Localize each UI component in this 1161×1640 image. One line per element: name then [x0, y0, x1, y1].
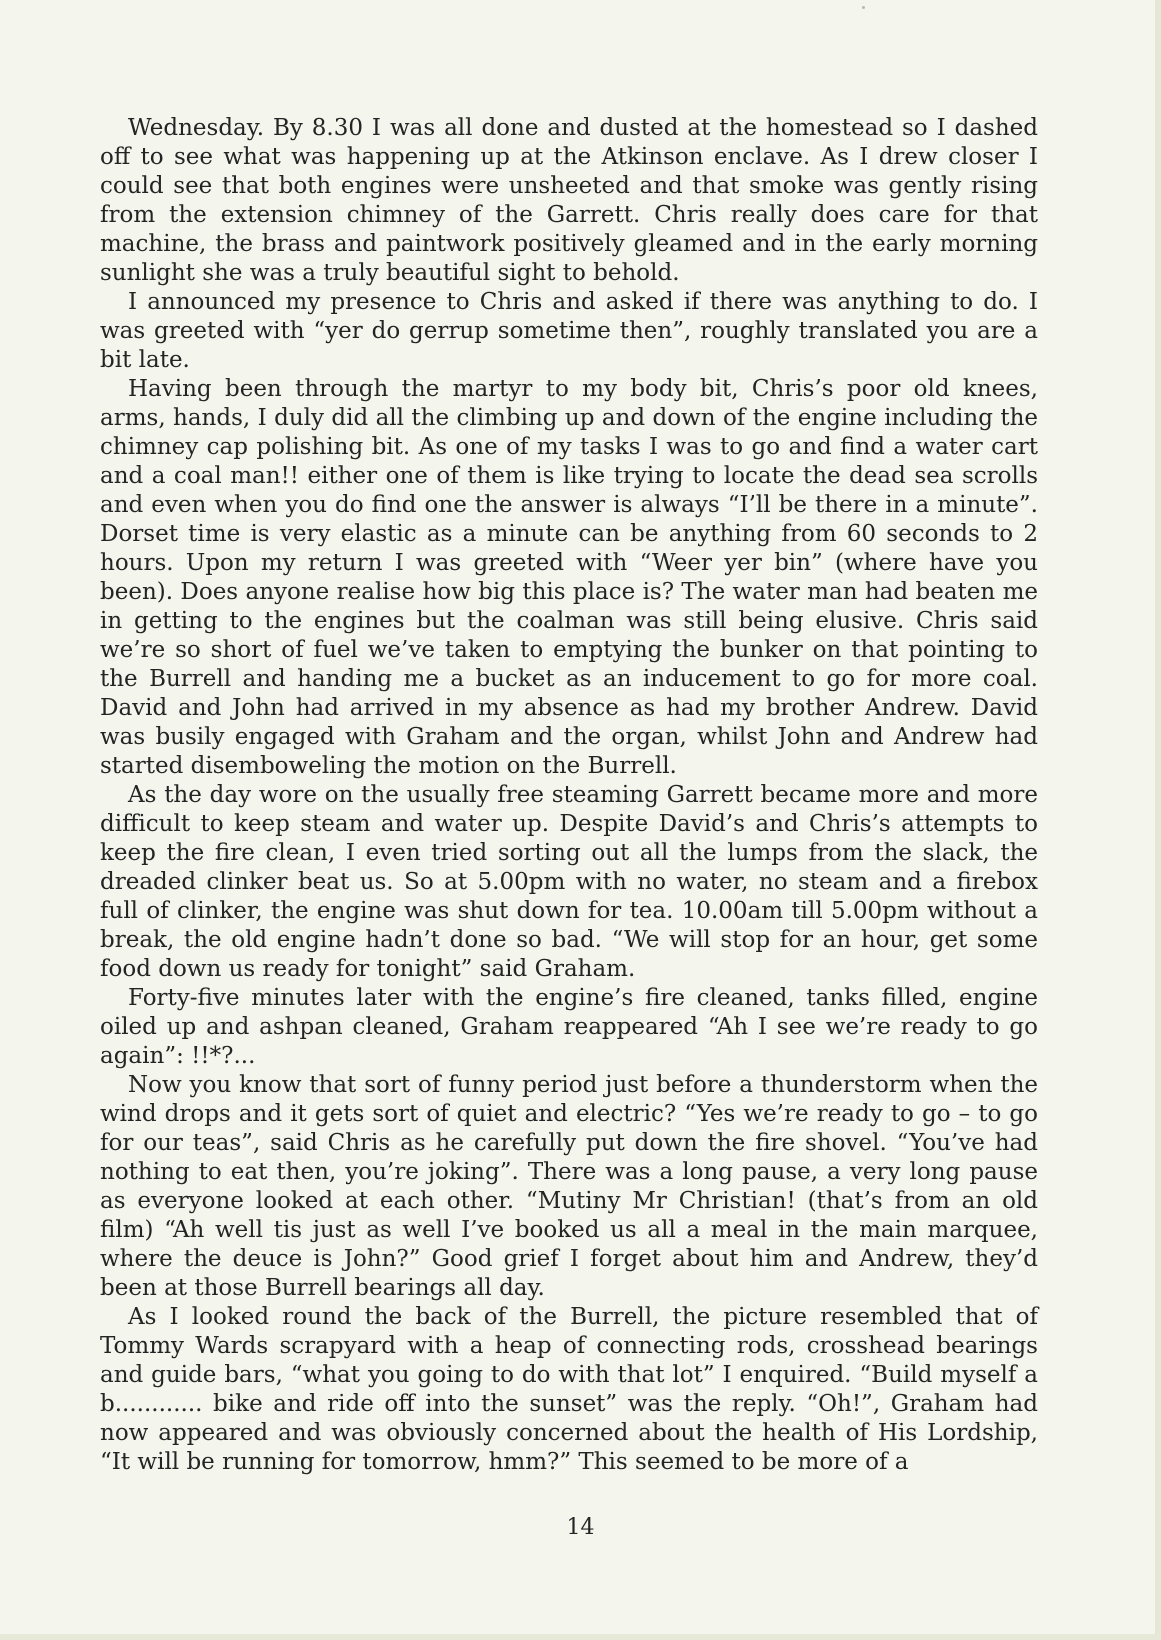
paper-speck — [862, 6, 865, 9]
page-number: 14 — [566, 1515, 595, 1540]
body-text — [100, 114, 1038, 1477]
paragraph: Now you know that sort of funny period just before a thunderstorm when the wind drops and it gets sort of quiet and electric? “Yes we’re ready to go – to go for our teas”, said Chris as he carefully put down the fire shovel. “You’ve had nothing to eat then, you’re joking”. There was a long pause, a very long pause as everyone looked at each other. “Mutiny Mr Christian! (that’s from an old film) “Ah well tis just as well I’ve booked us all a meal in the main marquee, where the deuce is John?” Good grief I forget about him and Andrew, they’d been at those Burrell bearings all day. — [100, 1072, 1038, 1301]
paragraph: Forty-five minutes later with the engine’s fire cleaned, tanks filled, engine oiled up and ashpan cleaned, Graham reappeared “Ah I see we’re ready to go again”: !!*?... — [100, 985, 1038, 1069]
paragraph: Having been through the martyr to my body bit, Chris’s poor old knees, arms, hands, I duly did all the climbing up and down of the engine including the chimney cap polishing bit. As one of my tasks I was to go and find a water cart and a coal man!! either one of them is like trying to locate the dead sea scrolls and even when you do find one the answer is always “I’ll be there in a minute”. Dorset time is very elastic as a minute can be anything from 60 seconds to 2 hours. Upon my return I was greeted with “Weer yer bin” (where have you been). Does anyone realise how big this place is? The water man had beaten me in getting to the engines but the coalman was still being elusive. Chris said we’re so short of fuel we’ve taken to emptying the bunker on that pointing to the Burrell and handing me a bucket as an inducement to go for more coal. David and John had arrived in my absence as had my brother Andrew. David was busily engaged with Graham and the organ, whilst John and Andrew had started disemboweling the motion on the Burrell. — [100, 376, 1038, 779]
paragraph: Wednesday. By 8.30 I was all done and dusted at the homestead so I dashed off to see what was happening up at the Atkinson enclave. As I drew closer I could see that both engines were unsheeted and that smoke was gently rising from the extension chimney of the Garrett. Chris really does care for that machine, the brass and paintwork positively gleamed and in the early morning sunlight she was a truly beautiful sight to behold. — [100, 115, 1038, 286]
page-bottom-edge — [0, 1634, 1161, 1640]
paragraph: I announced my presence to Chris and asked if there was anything to do. I was greeted with “yer do gerrup sometime then”, roughly translated you are a bit late. — [100, 289, 1038, 373]
paragraph: As the day wore on the usually free steaming Garrett became more and more difficult to keep steam and water up. Despite David’s and Chris’s attempts to keep the fire clean, I even tried sorting out all the lumps from the slack, the dreaded clinker beat us. So at 5.00pm with no water, no steam and a firebox full of clinker, the engine was shut down for tea. 10.00am till 5.00pm without a break, the old engine hadn’t done so bad. “We will stop for an hour, get some food down us ready for tonight” said Graham. — [100, 782, 1038, 982]
page-right-edge — [1155, 0, 1161, 1640]
paragraph: As I looked round the back of the Burrell, the picture resembled that of Tommy Wards scrapyard with a heap of connecting rods, crosshead bearings and guide bars, “what you going to do with that lot” I enquired. “Build myself a b............ bike and ride off into the sunset” was the reply. “Oh!”, Graham had now appeared and was obviously concerned about the health of His Lordship, “It will be running for tomorrow, hmm?” This seemed to be more of a — [100, 1304, 1038, 1475]
